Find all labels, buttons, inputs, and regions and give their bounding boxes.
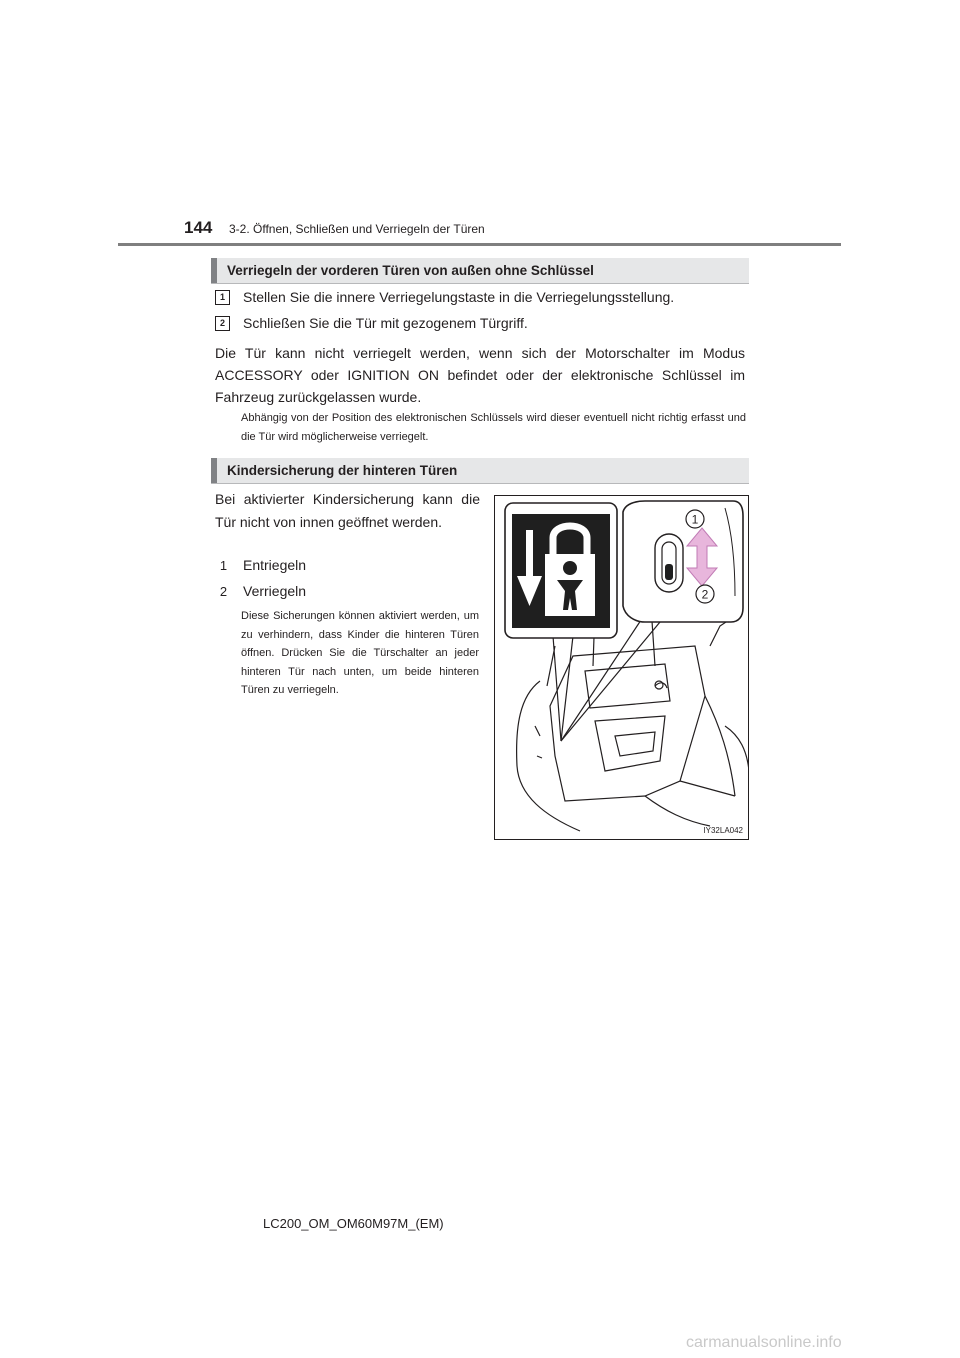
note: Abhängig von der Position des elektronischen Schlüssels wird dieser eventuell nicht richtig erfasst und die Tür wird möglicherweise verriegelt. xyxy=(241,412,746,443)
note: Diese Sicherungen können aktiviert werden, um zu verhindern, dass Kinder die hinteren Türen öffnen. Drücken Sie die Türschalter an jeder hinteren Tür nach unten, um beide hinteren Türen zu verriegeln. xyxy=(241,610,479,696)
watermark: carmanualsonline.info xyxy=(686,1334,842,1351)
item-label: Verriegeln xyxy=(243,583,307,599)
section-accent xyxy=(211,458,217,483)
paragraph: Bei aktivierter Kindersicherung kann die Tür nicht von innen geöffnet werden. xyxy=(215,491,480,530)
item-label: Entriegeln xyxy=(243,557,307,573)
header-rule xyxy=(118,243,841,246)
child-lock-illustration xyxy=(494,495,749,840)
step-text: Schließen Sie die Tür mit gezogenem Türgriff. xyxy=(243,315,528,331)
callout-number: 1 xyxy=(219,558,228,573)
step-badge: 1 xyxy=(215,290,230,305)
paragraph: Die Tür kann nicht verriegelt werden, wenn sich der Motorschalter im Modus ACCESSORY oder IGNITION ON befindet oder der elektronische Schlüssel im Fahrzeug zurückgelassen wurde. xyxy=(215,345,745,405)
callout-number: 2 xyxy=(219,584,228,599)
step-text: Stellen Sie die innere Verriegelungstaste in die Verriegelungsstellung. xyxy=(243,289,675,305)
step-badge: 2 xyxy=(215,316,230,331)
section-header-front-doors xyxy=(211,258,749,284)
section-header-child-lock xyxy=(211,458,749,484)
document-code: LC200_OM_OM60M97M_(EM) xyxy=(263,1216,444,1231)
section-accent xyxy=(211,258,217,283)
illustration-drawing xyxy=(495,496,749,840)
section-title: Kindersicherung der hinteren Türen xyxy=(227,463,458,478)
illustration-code: IY32LA042 xyxy=(703,826,743,835)
chapter-title: 3-2. Öffnen, Schließen und Verriegeln der Türen xyxy=(229,222,485,236)
callout-2-label: 2 xyxy=(701,587,709,602)
page-number: 144 xyxy=(184,218,213,237)
callout-1-label: 1 xyxy=(691,512,699,527)
section-title: Verriegeln der vorderen Türen von außen ohne Schlüssel xyxy=(227,263,594,278)
